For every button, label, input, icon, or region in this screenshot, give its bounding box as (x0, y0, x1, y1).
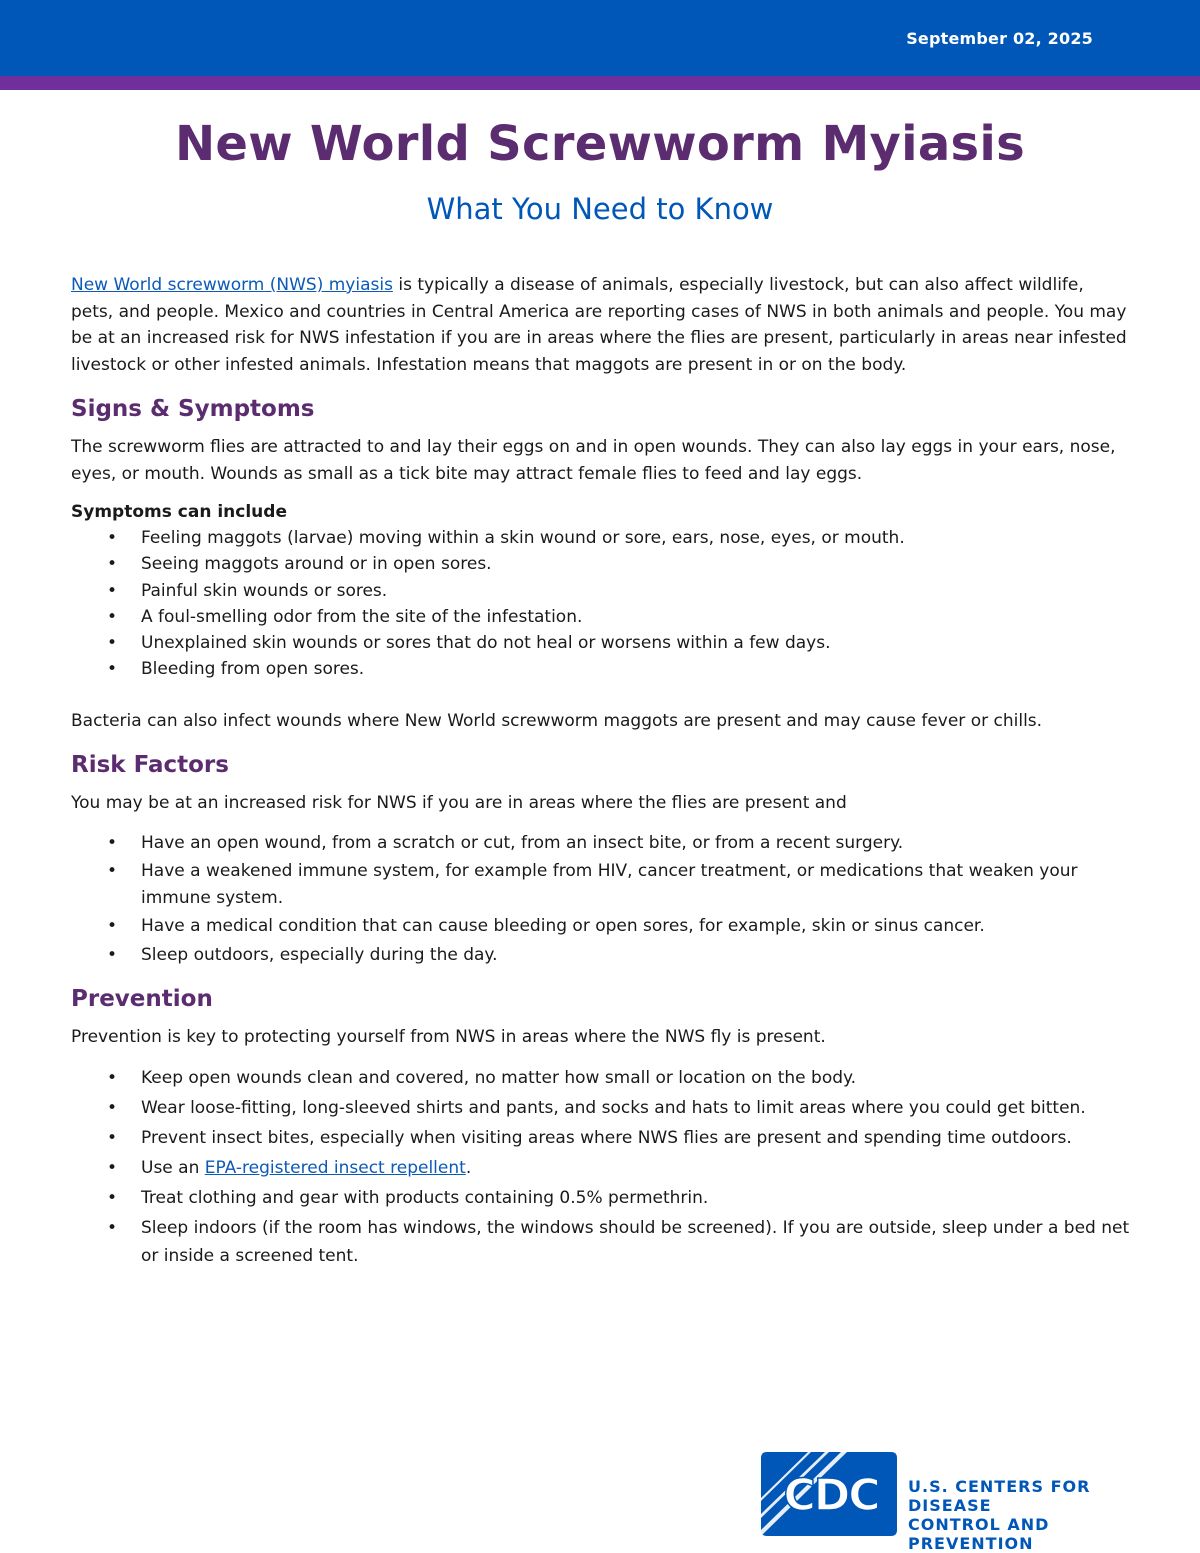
bullet-icon: • (107, 528, 118, 548)
list-item (71, 656, 1131, 682)
list-item-text: Sleep indoors (if the room has windows, the windows should be screened). If you are outside, sleep under a bed net or inside a screened tent. (141, 1217, 1130, 1266)
prevention-paragraph: Prevention is key to protecting yourself from NWS in areas where the NWS fly is present. (71, 1027, 826, 1048)
bullet-icon: • (107, 861, 118, 882)
bullet-icon: • (107, 606, 118, 627)
list-item-text: Unexplained skin wounds or sores that do not heal or worsens within a few days. (141, 633, 831, 654)
bullet-icon: • (107, 1157, 118, 1178)
nws-myiasis-link[interactable]: New World screwworm (NWS) myiasis (71, 275, 393, 295)
page-title: New World Screwworm Myiasis (174, 116, 1026, 172)
list-item (71, 830, 1131, 857)
list-item (71, 604, 1131, 630)
header-stripe (0, 76, 1200, 90)
cdc-logo-mark: CDC (783, 1470, 879, 1521)
risk-list (71, 830, 1131, 969)
list-item (71, 942, 1131, 969)
list-item-text: . (465, 1157, 472, 1178)
main-content (71, 272, 1131, 1272)
bullet-icon: • (107, 659, 118, 680)
bullet-icon: • (107, 633, 118, 654)
page-subtitle: What You Need to Know (426, 192, 774, 226)
list-item-text: Seeing maggots around or in open sores. (141, 554, 492, 575)
bullet-icon: • (107, 1187, 118, 1208)
list-item-text: Keep open wounds clean and covered, no matter how small or location on the body. (141, 1067, 857, 1088)
bullet-icon: • (107, 832, 118, 853)
list-item (71, 525, 1131, 551)
header-date: September 02, 2025 (906, 29, 1093, 48)
list-item (71, 1064, 1131, 1092)
list-item (71, 551, 1131, 577)
bullet-icon: • (107, 1067, 118, 1088)
list-item-text: Sleep outdoors, especially during the day. (141, 944, 498, 965)
list-item-text: Feeling maggots (larvae) moving within a skin wound or sore, ears, nose, eyes, or mouth. (141, 528, 905, 548)
list-item-text: Wear loose-fitting, long-sleeved shirts and pants, and socks and hats to limit areas where you could get bitten. (141, 1097, 1086, 1118)
symptoms-list (71, 525, 1131, 683)
bullet-icon: • (107, 580, 118, 601)
list-item-text: A foul-smelling odor from the site of the infestation. (141, 606, 583, 627)
intro-paragraph (71, 272, 1131, 378)
bullet-icon: • (107, 1217, 118, 1238)
bullet-icon: • (107, 1097, 118, 1118)
list-item (71, 1214, 1131, 1270)
list-item (71, 1094, 1131, 1122)
cdc-logo (761, 1452, 1161, 1553)
list-item (71, 1124, 1131, 1152)
bullet-icon: • (107, 554, 118, 575)
signs-paragraph: The screwworm flies are attracted to and lay their eggs on and in open wounds. They can also lay eggs in your ears, nose, eyes, or mouth. Wounds as small as a tick bite may attract female flies to feed and lay eggs. (71, 437, 1116, 484)
list-item (71, 1184, 1131, 1212)
list-item-text: Have a weakened immune system, for example from HIV, cancer treatment, or medications that weaken your immune system. (141, 861, 1078, 908)
list-item-text: Prevent insect bites, especially when visiting areas where NWS flies are present and spending time outdoors. (141, 1127, 1072, 1148)
list-item (71, 858, 1131, 911)
list-item-text: Bleeding from open sores. (141, 659, 365, 680)
risk-heading: Risk Factors (71, 752, 229, 779)
cdc-logo-line2: CONTROL AND PREVENTION (908, 1515, 1050, 1553)
signs-heading: Signs & Symptoms (71, 396, 315, 422)
prevention-list (71, 1064, 1131, 1270)
intro-text: is typically a disease of animals, especially livestock, but can also affect wildlife, pets, and people. Mexico and countries in Central America are reporting cases of NWS in both animals and people. You may be at an increased risk for NWS infestation if you are in areas where the flies are present, particularly in areas near infested livestock or other infested animals. Infestation means that maggots are present in or on the body. (71, 275, 1127, 375)
list-item (71, 630, 1131, 656)
epa-repellent-link[interactable]: EPA-registered insect repellent (204, 1157, 466, 1178)
bullet-icon: • (107, 916, 118, 937)
risk-paragraph: You may be at an increased risk for NWS if you are in areas where the flies are present and (71, 793, 847, 814)
list-item-text: Painful skin wounds or sores. (141, 580, 388, 601)
list-item-text: Treat clothing and gear with products containing 0.5% permethrin. (141, 1187, 709, 1208)
list-item-text: Have an open wound, from a scratch or cut, from an insect bite, or from a recent surgery. (141, 832, 904, 853)
cdc-logo-text (908, 1477, 1161, 1553)
cdc-logo-icon (761, 1452, 897, 1536)
list-item (71, 1154, 1131, 1182)
list-item-text: Use an (141, 1157, 205, 1178)
bacteria-paragraph: Bacteria can also infect wounds where New World screwworm maggots are present and may cause fever or chills. (71, 710, 1043, 731)
cdc-logo-line1: U.S. CENTERS FOR DISEASE (908, 1477, 1091, 1515)
bullet-icon: • (107, 944, 118, 965)
bullet-icon: • (107, 1127, 118, 1148)
list-item (71, 913, 1131, 940)
symptoms-subheading: Symptoms can include (71, 502, 287, 522)
list-item-text: Have a medical condition that can cause bleeding or open sores, for example, skin or sinus cancer. (141, 916, 985, 937)
prevention-heading: Prevention (71, 986, 213, 1013)
list-item (71, 578, 1131, 604)
